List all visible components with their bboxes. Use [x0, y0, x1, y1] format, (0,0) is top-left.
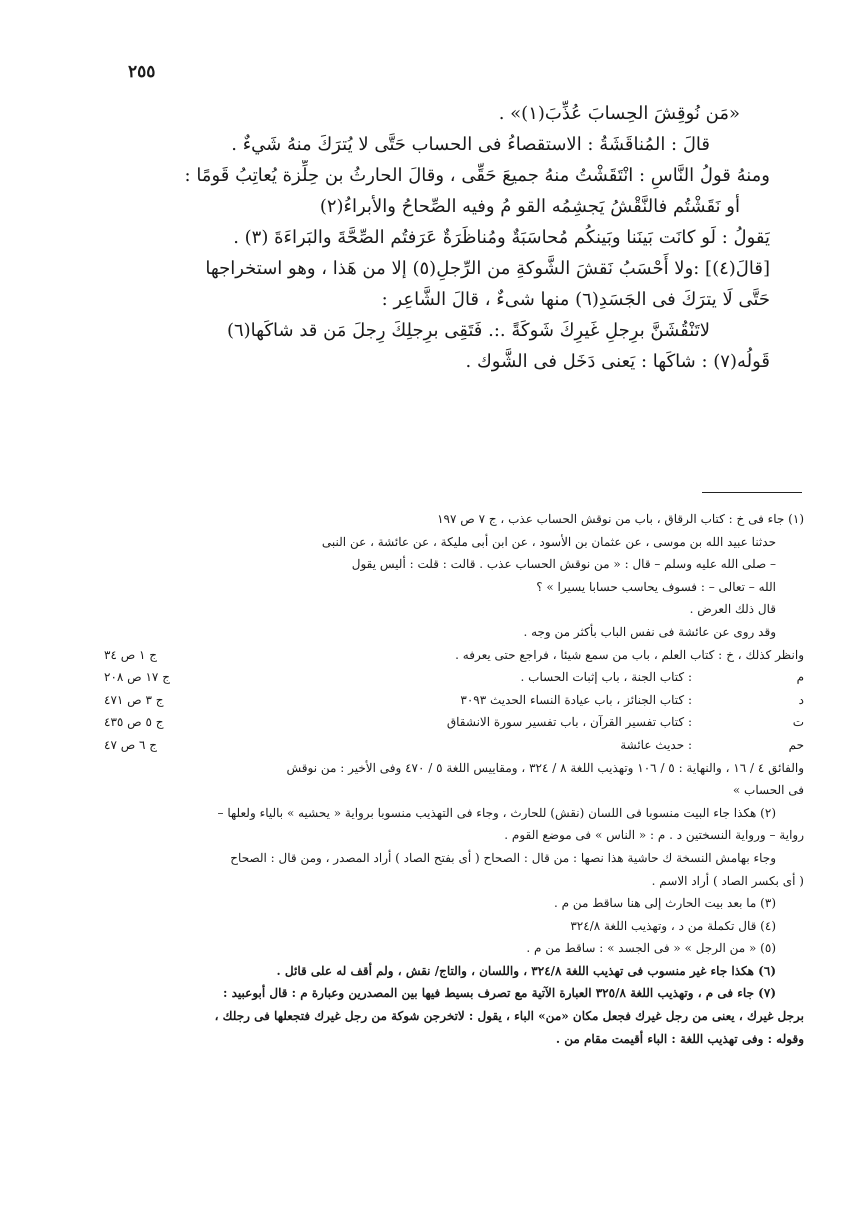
footnote-line: قال ذلك العرض . [689, 602, 776, 617]
footnote-4: (٤) قال تكملة من د ، وتهذيب اللغة ٣٢٤/٨ [570, 918, 776, 933]
text-line: قالَ : المُناقَشَةُ : الاستقصاءُ فى الحساب حَتَّى لا يُترَكَ منهُ شَيءٌ . [231, 134, 710, 155]
text-line: [قالَ(٤)] :ولا أَحْسَبُ نَقشَ الشَّوكةِ من الرِّجلِ(٥) إلا من هَذا ، وهو استخراجها [205, 258, 770, 279]
reference-text: : حديث عائشة [620, 737, 692, 752]
hadith-line: «مَن نُوقِشَ الحِسابَ عُذِّبَ(١)» . [498, 103, 740, 124]
reference-text: : كتاب تفسير القرآن ، باب تفسير سورة الانشقاق [446, 715, 692, 730]
reference-text: : كتاب الجنائز ، باب عيادة النساء الحديث ٣٠٩٣ [460, 692, 692, 707]
footnote-line: برجل غيرك ، يعنى من رجل غيرك فجعل مكان «من» الباء ، يقول : لاتخرجن شوكة من رجل غيرك فتجعلها فى رجلك ، [214, 1009, 804, 1024]
text-line: يَقولُ : لَو كانَت بَينَنا وبَينكُم مُحاسَبَةٌ ومُناظَرَةٌ عَرَفتُم الصِّحَّةَ والبَراءَةَ (٣) . [233, 227, 770, 248]
reference-source: د [798, 692, 804, 707]
footnote-5: (٥) « من الرجل » « فى الجسد » : ساقط من م . [526, 941, 776, 956]
footnote-2: (٢) هكذا جاء البيت منسوبا فى اللسان (نقش) للحارث ، وجاء فى التهذيب منسوبا برواية « يحشيه » بالياء ولعلها – [217, 805, 776, 820]
footnote-divider [702, 492, 802, 493]
reference-text: : كتاب الجنة ، باب إثبات الحساب . [520, 670, 692, 685]
reference-row [104, 734, 804, 757]
footnotes [104, 508, 804, 1050]
reference-location: ج ١٧ ص ٢٠٨ [104, 670, 170, 685]
reference-location: ج ٣ ص ٤٧١ [104, 692, 164, 707]
text-line: ومنهُ قولُ النَّاسِ : انْتَقَشْتُ منهُ جميعَ حَقِّى ، وقالَ الحارثُ بن حِلِّزة يُعاتِبُ قَومًا : [184, 165, 770, 186]
footnote-line: وجاء بهامش النسخة ك حاشية هذا نصها : من قال : الصحاح ( أى بفتح الصاد ) أراد المصدر ، ومن قال : الصحاح [230, 850, 776, 865]
verse-line: أو نَقَشْتُم فالنَّقْشُ يَجشِمُه القو مُ وفيه الصِّحاحُ والأبراءُ(٢) [319, 196, 740, 217]
reference-location: ج ١ ص ٣٤ [104, 647, 158, 662]
footnote-7: (٧) جاء فى م ، وتهذيب اللغة ٣٢٥/٨ العبارة الآتية مع تصرف بسيط فيها بين المصدرين وعبارة م : قال أبوعبيد : [223, 986, 776, 1001]
reference-location: ج ٦ ص ٤٧ [104, 737, 158, 752]
footnote-1: (١) جاء فى خ : كتاب الرقاق ، باب من نوقش الحساب عذب ، ج ٧ ص ١٩٧ [437, 512, 804, 526]
reference-source: وانظر كذلك ، خ [726, 647, 804, 662]
footnote-line: وقوله : وفى تهذيب اللغة : الباء أقيمت مقام من . [555, 1031, 804, 1046]
page-number: ٢٥٥ [128, 62, 156, 82]
reference-text: : كتاب العلم ، باب من سمع شيئا ، فراجع حتى يعرفه . [455, 647, 723, 662]
footnote-line: رواية – ورواية النسختين د . م : « الناس » فى موضع القوم . [504, 828, 804, 843]
footnote-line: ( أى بكسر الصاد ) أراد الاسم . [651, 873, 804, 888]
reference-location: ج ٥ ص ٤٣٥ [104, 715, 164, 730]
footnote-line: فى الحساب » [732, 783, 804, 798]
footnote-6: (٦) هكذا جاء غير منسوب فى تهذيب اللغة ٣٢٤/٨ ، واللسان ، والتاج/ نقش ، ولم أقف له على قائل . [276, 963, 776, 978]
reference-source: حم [788, 737, 804, 752]
text-line: حَتَّى لَا يترَكَ فى الجَسَدِ(٦) منها شىءٌ ، قالَ الشَّاعِر : [381, 289, 770, 310]
text-line: قَولُه(٧) : شاكَها : يَعنى دَخَل فى الشَّوك . [465, 351, 770, 372]
reference-row [104, 644, 804, 667]
footnote-line: حدثنا عبيد الله بن موسى ، عن عثمان بن الأسود ، عن ابن أبى مليكة ، عن عائشة ، عن النبى [321, 534, 776, 549]
reference-source: م [796, 670, 804, 685]
footnote-line: الله – تعالى – : فسوف يحاسب حسابا يسيرا » ؟ [536, 579, 776, 594]
footnote-3: (٣) ما بعد بيت الحارث إلى هنا ساقط من م . [554, 896, 776, 911]
reference-source: ت [792, 715, 804, 730]
footnote-line: وقد روى عن عائشة فى نفس الباب بأكثر من وجه . [523, 624, 776, 639]
reference-row [104, 666, 804, 689]
reference-row [104, 711, 804, 734]
footnote-line: – صلى الله عليه وسلم – قال : « من نوقش الحساب عذب . قالت : قلت : أليس يقول [351, 557, 776, 572]
reference-row [104, 689, 804, 712]
footnote-line: والفائق ٤ / ١٦ ، والنهاية : ٥ / ١٠٦ وتهذيب اللغة ٨ / ٣٢٤ ، ومقاييس اللغة ٥ / ٤٧٠ وفى الأخير : من نوقش [286, 760, 804, 775]
verse-line: لاتَنْقُشَنَّ برِجلِ غَيرِكَ شَوكَةً .:. فَتَقِى برِجلِكَ رِجلَ مَن قد شاكَها(٦) [226, 320, 710, 341]
main-text [120, 98, 770, 377]
